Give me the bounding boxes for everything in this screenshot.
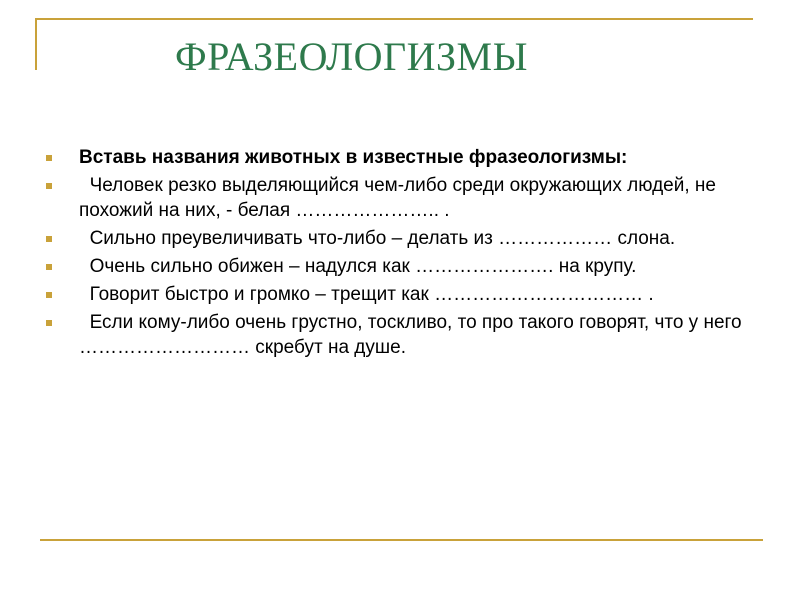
bullet-text: Сильно преувеличивать что-либо – делать из ……………… слона.: [79, 228, 676, 249]
bullet-item: [44, 310, 747, 360]
square-bullet-icon: [46, 320, 52, 326]
frame-bottom-line: [40, 539, 763, 541]
square-bullet-icon: [46, 292, 52, 298]
bullet-item: [44, 226, 744, 251]
square-bullet-icon: [46, 264, 52, 270]
square-bullet-icon: [46, 236, 52, 242]
bullet-item: [44, 254, 744, 279]
slide-title: ФРАЗЕОЛОГИЗМЫ: [175, 34, 529, 79]
frame-left-line: [35, 18, 37, 70]
bullet-item: [44, 282, 744, 307]
bullet-list: [44, 145, 747, 363]
bullet-text: Человек резко выделяющийся чем-либо среди окружающих людей, не похожий на них, - белая ………………….. .: [79, 175, 722, 221]
bullet-text: Если кому-либо очень грустно, тоскливо, то про такого говорят, что у него ……………………… скребут на душе.: [79, 312, 747, 358]
bullet-item-instruction: [44, 145, 744, 170]
square-bullet-icon: [46, 155, 52, 161]
bullet-text: Вставь названия животных в известные фразеологизмы:: [79, 147, 628, 168]
bullet-text: Очень сильно обижен – надулся как …………………. на крупу.: [79, 256, 637, 277]
bullet-text: Говорит быстро и громко – трещит как …………………………… .: [79, 284, 654, 305]
square-bullet-icon: [46, 183, 52, 189]
frame-top-line: [35, 18, 753, 20]
bullet-item: [44, 173, 744, 223]
